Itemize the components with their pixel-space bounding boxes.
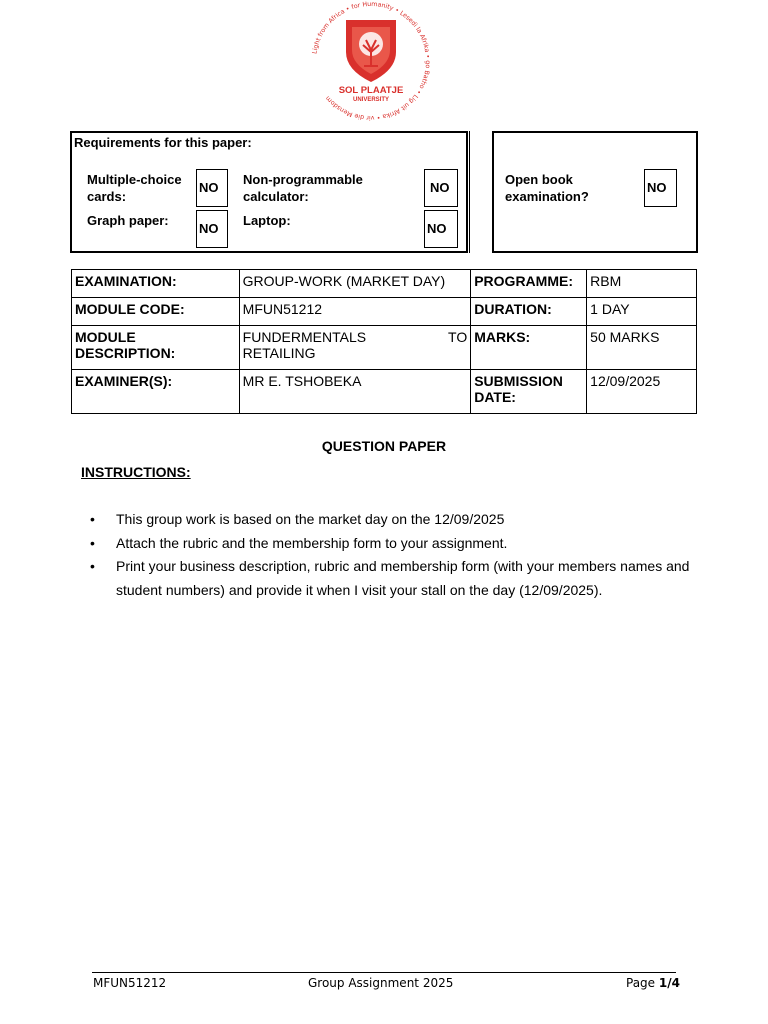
open-book-value: NO — [644, 169, 677, 207]
calculator-label: Non-programmable calculator: — [243, 172, 363, 204]
footer-module-code: MFUN51212 — [93, 976, 167, 990]
page-title: QUESTION PAPER — [321, 438, 447, 454]
calculator-value: NO — [424, 169, 458, 207]
module-description-value — [239, 326, 471, 370]
university-logo — [306, 0, 436, 122]
instruction-text: This group work is based on the market day on the 12/09/2025 — [116, 511, 505, 527]
module-description-part-c: RETAILING — [242, 345, 316, 361]
table-row — [72, 326, 697, 370]
instructions-list — [90, 508, 690, 602]
module-code-label: MODULE CODE: — [72, 298, 240, 326]
module-description-label: MODULE DESCRIPTION: — [72, 326, 240, 370]
list-item — [90, 508, 690, 532]
logo-ring-text: Light from Africa • for Humanity • Lesedi la Afrika • go Batho • Lig uit Afrika • vir die Mensdom — [311, 0, 432, 122]
mc-cards-label: Multiple-choice cards: — [87, 172, 182, 204]
requirements-heading: Requirements for this paper: — [74, 135, 252, 150]
marks-value: 50 MARKS — [587, 326, 697, 370]
instructions-heading: INSTRUCTIONS: — [81, 464, 191, 480]
examiner-value: MR E. TSHOBEKA — [239, 370, 471, 414]
bullet-icon: • — [90, 511, 95, 527]
list-item — [90, 532, 690, 556]
footer-page — [626, 976, 680, 990]
duration-value: 1 DAY — [587, 298, 697, 326]
examination-label: EXAMINATION: — [72, 270, 240, 298]
mc-cards-value: NO — [196, 169, 228, 207]
module-code-value: MFUN51212 — [239, 298, 471, 326]
programme-value: RBM — [587, 270, 697, 298]
module-description-part-b: TO — [448, 329, 468, 345]
footer-page-prefix: Page — [626, 976, 659, 990]
footer-divider — [92, 972, 676, 973]
bullet-icon: • — [90, 534, 95, 551]
footer-title: Group Assignment 2025 — [308, 976, 454, 990]
exam-info-table — [71, 269, 697, 414]
list-item — [90, 555, 690, 602]
open-book-label: Open book examination? — [505, 172, 589, 204]
logo-name: SOL PLAATJE — [338, 85, 404, 96]
instruction-text: Print your business description, rubric and membership form (with your members names and student numbers) and provide it when I visit your stall on the day (12/09/2025). — [116, 558, 690, 598]
marks-label: MARKS: — [471, 326, 587, 370]
table-row — [72, 298, 697, 326]
table-row — [72, 370, 697, 414]
table-row — [72, 270, 697, 298]
laptop-label: Laptop: — [243, 213, 291, 228]
requirements-box-divider — [469, 131, 470, 253]
module-description-part-a: FUNDERMENTALS — [242, 329, 367, 345]
laptop-value: NO — [424, 210, 458, 248]
examination-value: GROUP-WORK (MARKET DAY) — [239, 270, 471, 298]
instruction-text: Attach the rubric and the membership form to your assignment. — [116, 534, 508, 551]
page-number: 1/4 — [658, 976, 680, 990]
submission-date-value: 12/09/2025 — [587, 370, 697, 414]
graph-paper-label: Graph paper: — [87, 213, 169, 228]
bullet-icon: • — [90, 558, 95, 574]
duration-label: DURATION: — [471, 298, 587, 326]
examiner-label: EXAMINER(S): — [72, 370, 240, 414]
submission-date-label: SUBMISSION DATE: — [471, 370, 587, 414]
graph-paper-value: NO — [196, 210, 228, 248]
logo-subname: UNIVERSITY — [352, 97, 390, 103]
programme-label: PROGRAMME: — [471, 270, 587, 298]
